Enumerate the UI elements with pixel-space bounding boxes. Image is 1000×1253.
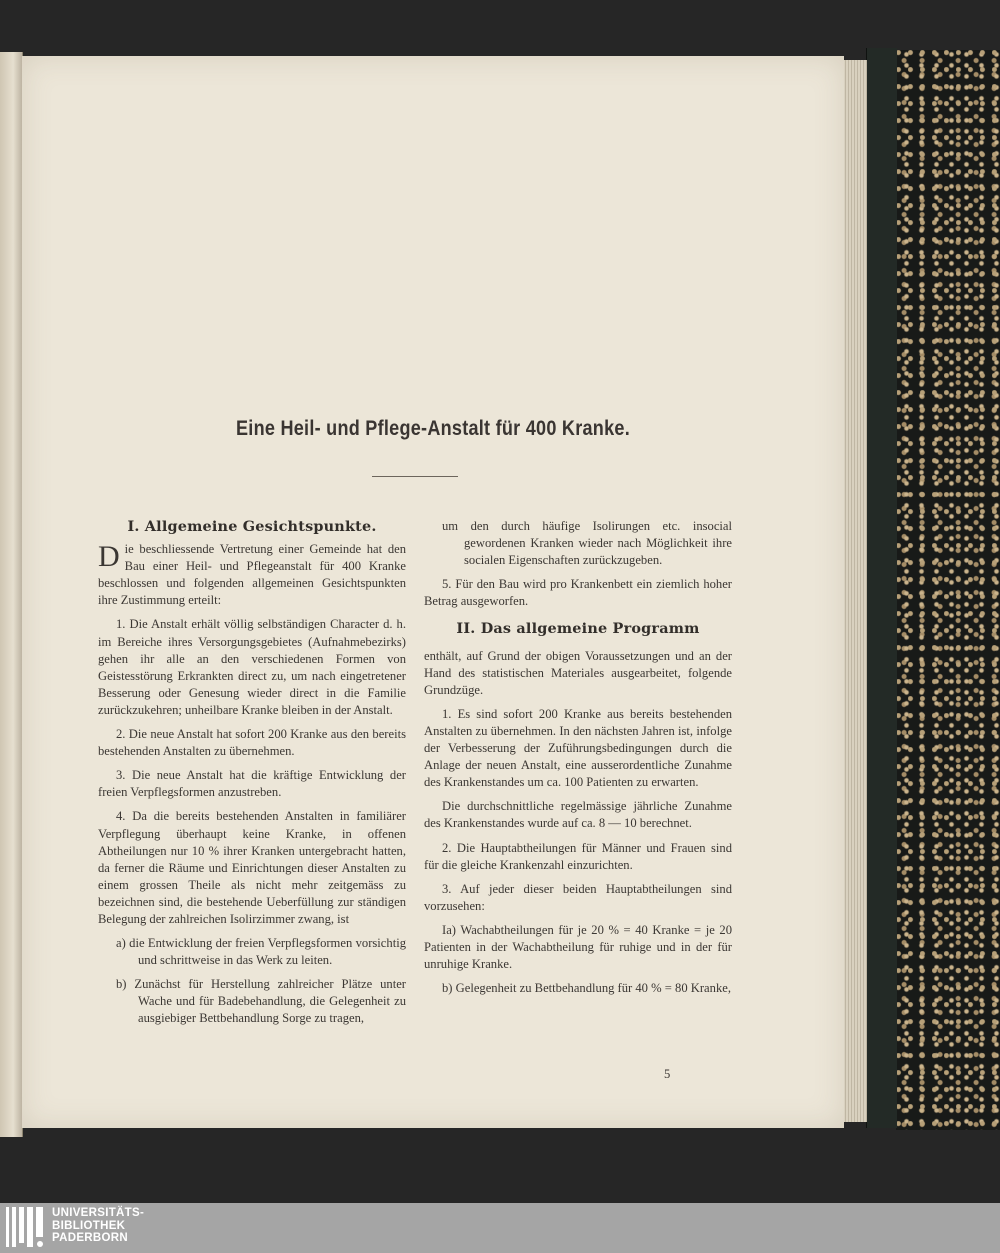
cover-spine-strip <box>866 48 897 1128</box>
library-name-line: UNIVERSITÄTS- <box>52 1207 145 1219</box>
paragraph: 5. Für den Bau wird pro Krankenbett ein ziemlich hoher Betrag ausgeworfen. <box>424 577 732 609</box>
page-number: 5 <box>664 1067 671 1081</box>
previous-page-edge <box>0 52 23 1137</box>
marbled-cover <box>896 50 1000 1130</box>
list-item: a) die Entwicklung der freien Verpflegsformen vorsichtig und schrittweise in das Werk zu leiten. <box>116 936 406 968</box>
library-name-line: BIBLIOTHEK <box>52 1219 126 1232</box>
paragraph: 2. Die Hauptabtheilungen für Männer und Frauen sind für die gleiche Krankenzahl einzurichten. <box>424 840 732 872</box>
section-heading-2: II. Das allgemeine Programm <box>456 620 700 638</box>
paragraph: Die durchschnittliche regelmässige jährliche Zunahme des Krankenstandes wurde auf ca. 8 — 10 berechnet. <box>424 799 732 831</box>
intro-text: ie beschliessende Vertretung einer Gemeinde hat den Bau einer Heil- und Pflegeanstalt für 400 Kranke beschlossen und folgenden allgemeinen Gesichtspunkten ihre Zustimmung erteilt: <box>98 542 406 608</box>
list-item: b) Gelegenheit zu Bettbehandlung für 40 % = 80 Kranke, <box>442 981 731 996</box>
paragraph: 4. Da die bereits bestehenden Anstalten in familiärer Verpflegung überhaupt keine Kranke, in offenen Abtheilungen nur 10 % ihrer Kranken untergebracht hatten, da ferner die Räume und Einrichtungen dieser Anstalten zu einem grossen Theile als nicht mehr zeitgemäss zu bezeichnen sind, die bestehende Ueberfüllung zur ständigen Belegung der zahlreichen Isolirzimmer zwang, ist <box>98 809 406 926</box>
left-column <box>98 518 406 1035</box>
library-name-line: PADERBORN <box>52 1232 128 1244</box>
title-divider <box>372 476 458 477</box>
paragraph: 3. Auf jeder dieser beiden Hauptabtheilungen sind vorzusehen: <box>424 881 732 913</box>
paragraph: 1. Es sind sofort 200 Kranke aus bereits bestehenden Anstalten zu übernehmen. In den nächsten Jahren ist, infolge der Verbesserung der Zuführungsbedingungen durch die Anlage der neuen Anstalt, eine ausserordentliche Zunahme des Krankenstandes um ca. 100 Patienten zu erwarten. <box>424 706 732 790</box>
paragraph: 2. Die neue Anstalt hat sofort 200 Kranke aus den bereits bestehenden Anstalten zu übernehmen. <box>98 727 406 759</box>
intro-paragraph <box>98 541 406 609</box>
paragraph: 3. Die neue Anstalt hat die kräftige Entwicklung der freien Verpflegsformen anzustreben. <box>98 768 406 800</box>
library-name <box>52 1207 144 1245</box>
drop-cap: D <box>98 540 120 574</box>
right-column <box>424 518 732 1004</box>
continuation-paragraph: um den durch häufige Isolirungen etc. insocial gewordenen Kranken wieder nach Möglichkeit ihre socialen Eigenschaften zurückzugeben. <box>442 519 732 568</box>
library-logo-icon <box>6 1207 46 1251</box>
section-heading-1: I. Allgemeine Gesichtspunkte. <box>127 518 377 535</box>
paragraph: 1. Die Anstalt erhält völlig selbständigen Character d. h. im Bereiche ihres Versorgungsgebietes (Aufnahmebezirks) gehen ihr alle an den verschiedenen Formen von Geistesstörung Erkrankten direct zu, um nach eingetretener Besserung oder Genesung wieder direct in die Familie zurückzukehren; unheilbare Kranke bleiben in der Anstalt. <box>98 617 406 717</box>
book-page <box>22 56 844 1128</box>
list-item: Ia) Wachabtheilungen für je 20 % = 40 Kranke = je 20 Patienten in der Wachabtheilung für ruhige und in der für unruhige Kranke. <box>424 922 732 972</box>
paragraph: enthält, auf Grund der obigen Voraussetzungen und an der Hand des statistischen Materiales ausgearbeitet, folgende Grundzüge. <box>424 648 732 697</box>
page-title: Eine Heil- und Pflege-Anstalt für 400 Kranke. <box>236 417 630 440</box>
page-stack-edge <box>843 60 867 1122</box>
list-item: b) Zunächst für Herstellung zahlreicher Plätze unter Wache und für Badebehandlung, die Gelegenheit zu ausgiebiger Bettbehandlung Sorge zu tragen, <box>116 977 406 1026</box>
library-footer <box>0 1203 1000 1253</box>
